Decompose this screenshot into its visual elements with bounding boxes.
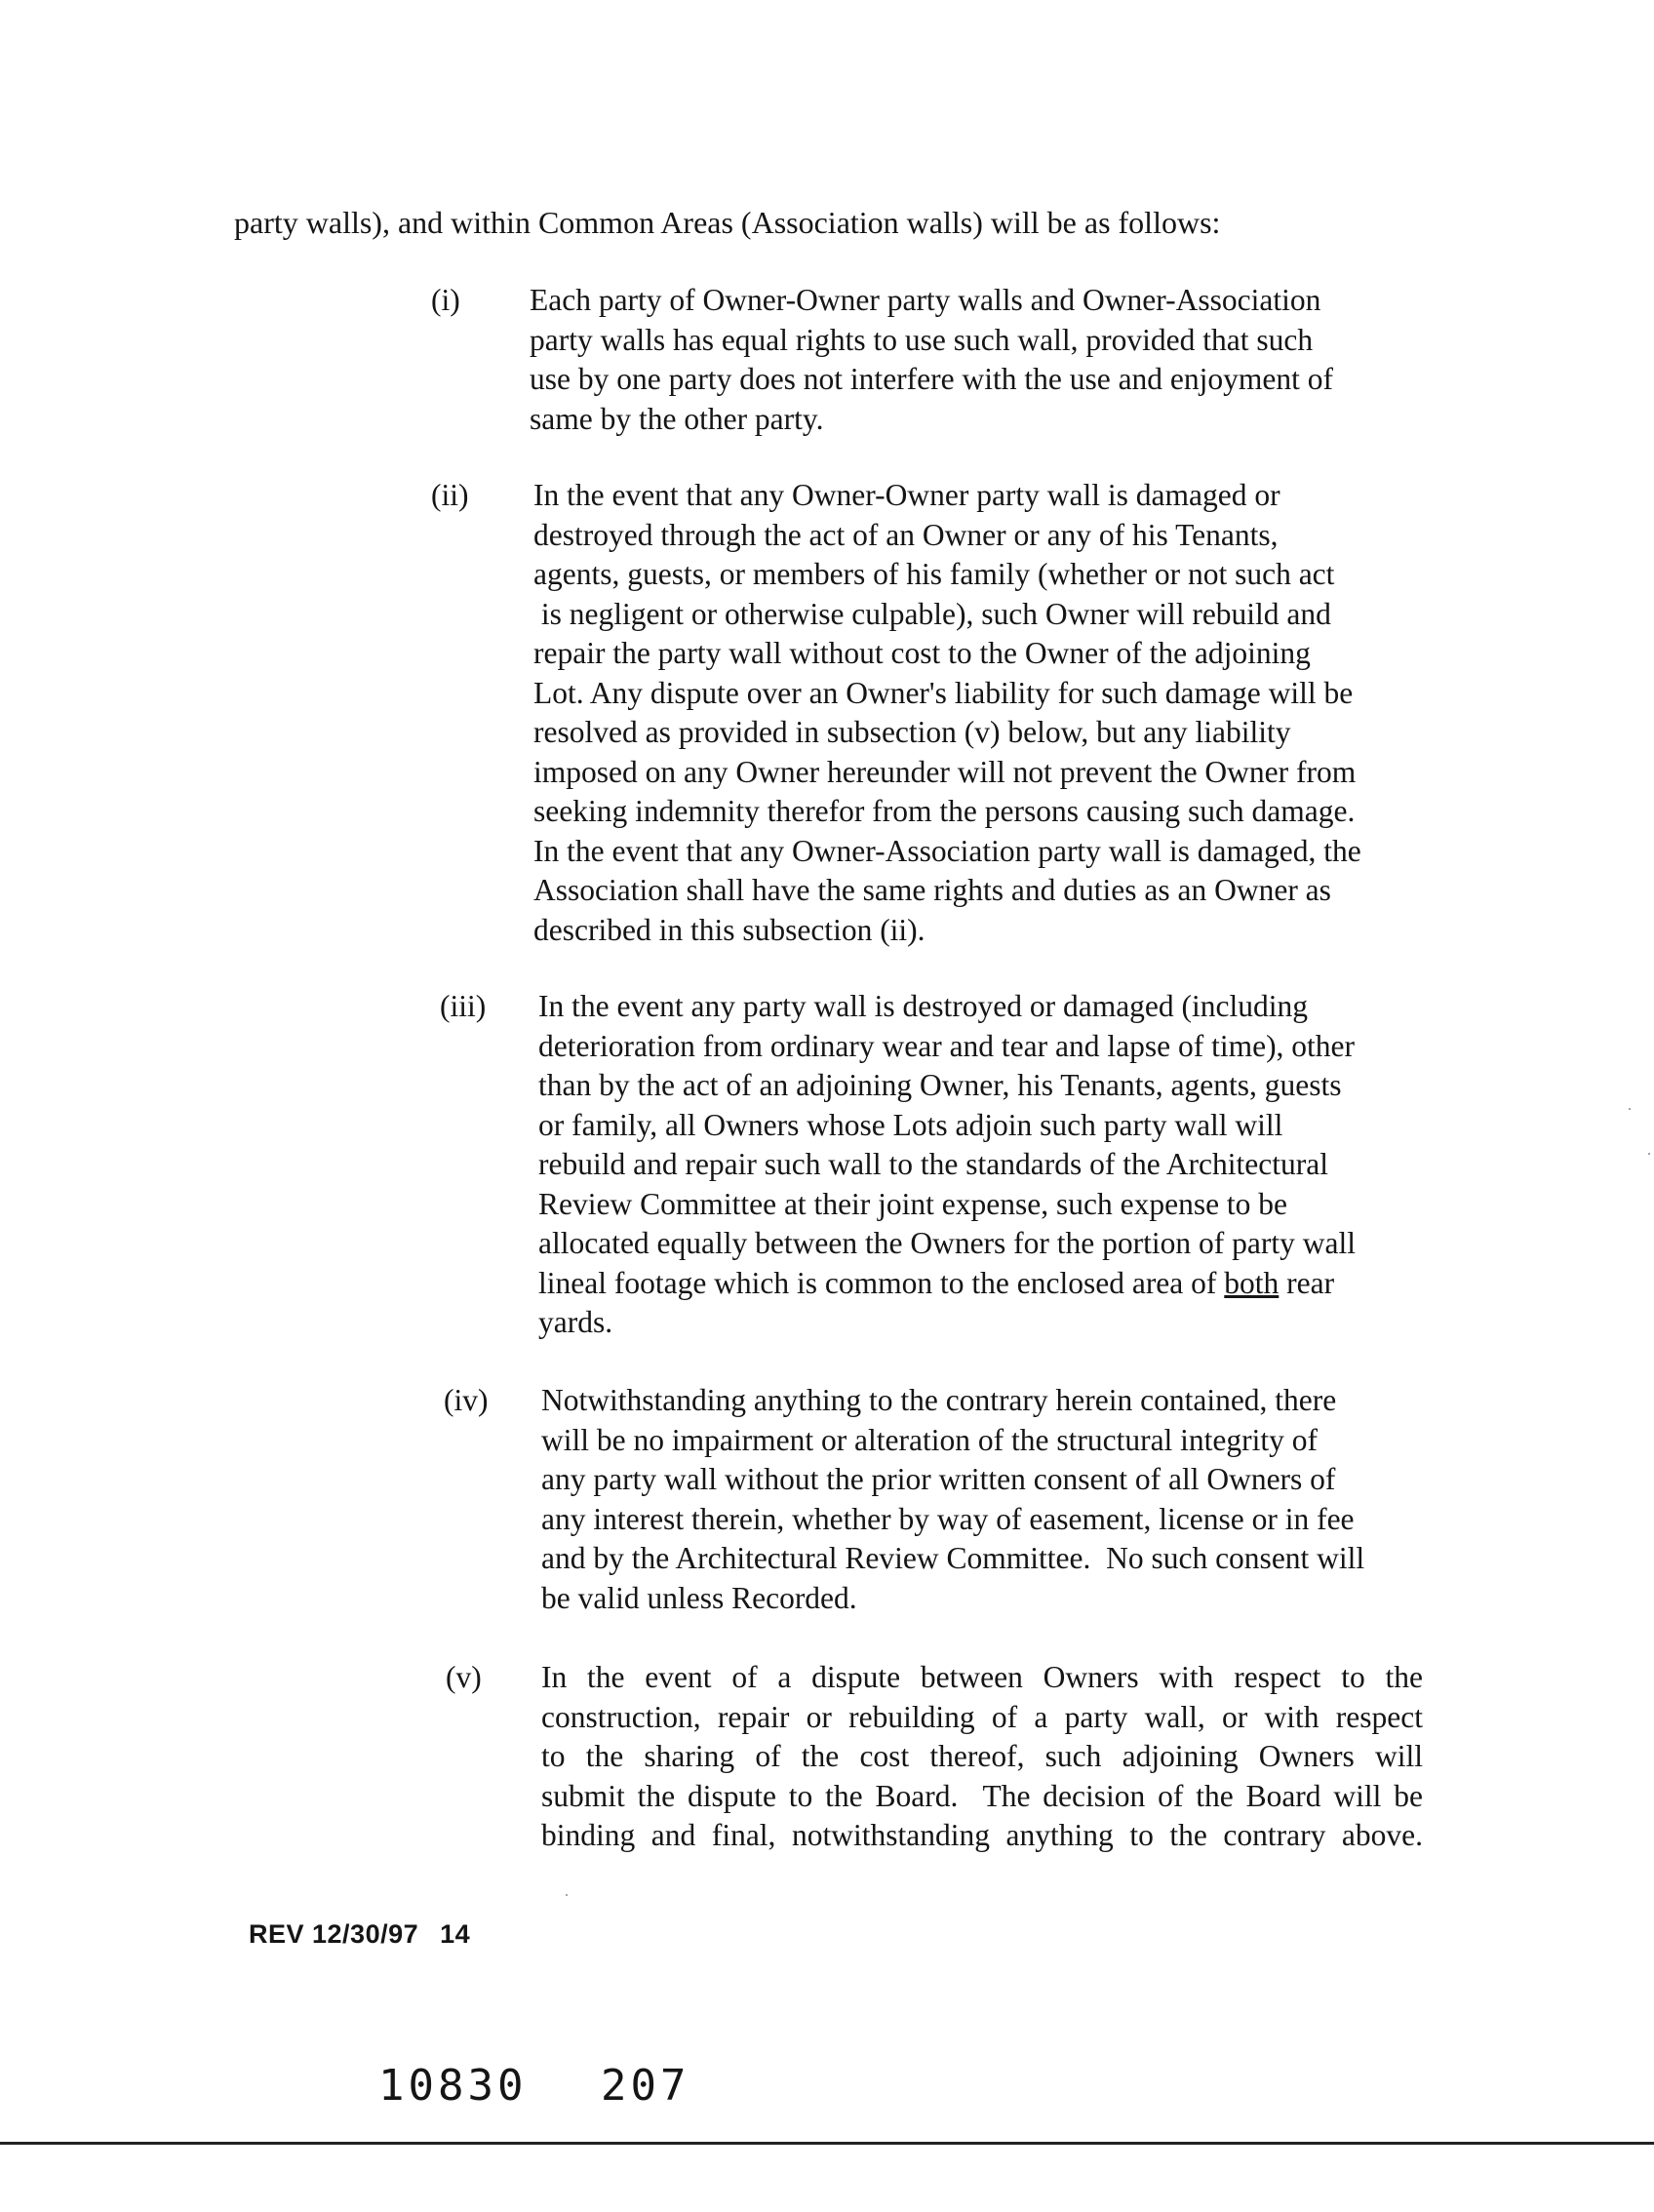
- text-line: rebuild and repair such wall to the standards of the Architectural: [538, 1147, 1328, 1181]
- recording-book-number: 10830: [378, 2061, 528, 2111]
- item-number: (i): [431, 283, 460, 317]
- text-line: Each party of Owner-Owner party walls and Owner-Association: [530, 283, 1321, 317]
- text-line: In the event any party wall is destroyed or damaged (including: [538, 989, 1309, 1023]
- item-number: (iii): [440, 989, 487, 1023]
- intro-line: party walls), and within Common Areas (Association walls) will be as follows:: [234, 205, 1221, 240]
- text-line: In the event of a dispute between Owners with respect to the: [541, 1660, 1423, 1694]
- bottom-rule: [0, 2142, 1654, 2145]
- item-number: (v): [446, 1660, 482, 1694]
- item-text: [541, 1381, 1438, 1618]
- text-line: or family, all Owners whose Lots adjoin such party wall will: [538, 1107, 1283, 1142]
- text-line: described in this subsection (ii).: [533, 912, 925, 947]
- text-line: repair the party wall without cost to the Owner of the adjoining: [533, 636, 1311, 670]
- text-line: In the event that any Owner-Owner party wall is damaged or: [533, 478, 1280, 512]
- text-line: Lot. Any dispute over an Owner's liability for such damage will be: [533, 675, 1354, 710]
- recording-page-number: 207: [601, 2061, 690, 2111]
- text-line: to the sharing of the cost thereof, such adjoining Owners will: [541, 1739, 1423, 1773]
- text-line: use by one party does not interfere with the use and enjoyment of: [530, 362, 1334, 396]
- scan-speck: [566, 1894, 568, 1896]
- item-number: (iv): [444, 1383, 489, 1417]
- revision-date: REV 12/30/97: [249, 1919, 419, 1949]
- underlined-word: both: [1224, 1265, 1280, 1300]
- text-line: Association shall have the same rights and duties as an Owner as: [533, 873, 1331, 907]
- text-line: resolved as provided in subsection (v) below, but any liability: [533, 715, 1291, 749]
- text-line: any interest therein, whether by way of easement, license or in fee: [541, 1501, 1355, 1536]
- item-text: [541, 1658, 1423, 1856]
- text-line: deterioration from ordinary wear and tear and lapse of time), other: [538, 1028, 1356, 1063]
- text-line: party walls has equal rights to use such wall, provided that such: [530, 322, 1314, 357]
- text-line: submit the dispute to the Board. The decision of the Board will be: [541, 1778, 1423, 1813]
- text-segment: lineal footage which is common to the enclosed area of: [538, 1265, 1217, 1300]
- item-text: [533, 476, 1431, 950]
- text-line: yards.: [538, 1305, 613, 1339]
- text-line: than by the act of an adjoining Owner, his Tenants, agents, guests: [538, 1068, 1342, 1102]
- text-line: same by the other party.: [530, 401, 824, 436]
- text-line: be valid unless Recorded.: [541, 1580, 857, 1615]
- text-segment: rear: [1279, 1265, 1335, 1300]
- text-line: is negligent or otherwise culpable), such Owner will rebuild and: [533, 596, 1331, 631]
- scan-speck: [1629, 1108, 1631, 1110]
- text-line: will be no impairment or alteration of the structural integrity of: [541, 1422, 1319, 1457]
- text-line: destroyed through the act of an Owner or any of his Tenants,: [533, 517, 1279, 552]
- text-line: allocated equally between the Owners for the portion of party wall: [538, 1226, 1356, 1260]
- text-line: construction, repair or rebuilding of a party wall, or with respect: [541, 1699, 1423, 1734]
- item-number: (ii): [431, 478, 469, 512]
- text-line: Notwithstanding anything to the contrary herein contained, there: [541, 1383, 1337, 1417]
- text-line: imposed on any Owner hereunder will not prevent the Owner from: [533, 754, 1357, 789]
- text-line: binding and final, notwithstanding anything to the contrary above.: [541, 1818, 1423, 1852]
- text-line: seeking indemnity therefor from the persons causing such damage.: [533, 794, 1356, 828]
- revision-footer: [249, 1919, 470, 1950]
- item-text: [538, 987, 1436, 1343]
- text-line: Review Committee at their joint expense, such expense to be: [538, 1186, 1288, 1221]
- scan-speck: [1648, 1153, 1650, 1155]
- text-line: [538, 1264, 1436, 1304]
- item-text: [530, 281, 1427, 439]
- page-number: 14: [440, 1919, 471, 1949]
- text-line: In the event that any Owner-Association party wall is damaged, the: [533, 833, 1361, 868]
- text-line: and by the Architectural Review Committee. No such consent will: [541, 1541, 1365, 1575]
- text-line: any party wall without the prior written consent of all Owners of: [541, 1462, 1336, 1496]
- text-line: agents, guests, or members of his family (whether or not such act: [533, 557, 1335, 591]
